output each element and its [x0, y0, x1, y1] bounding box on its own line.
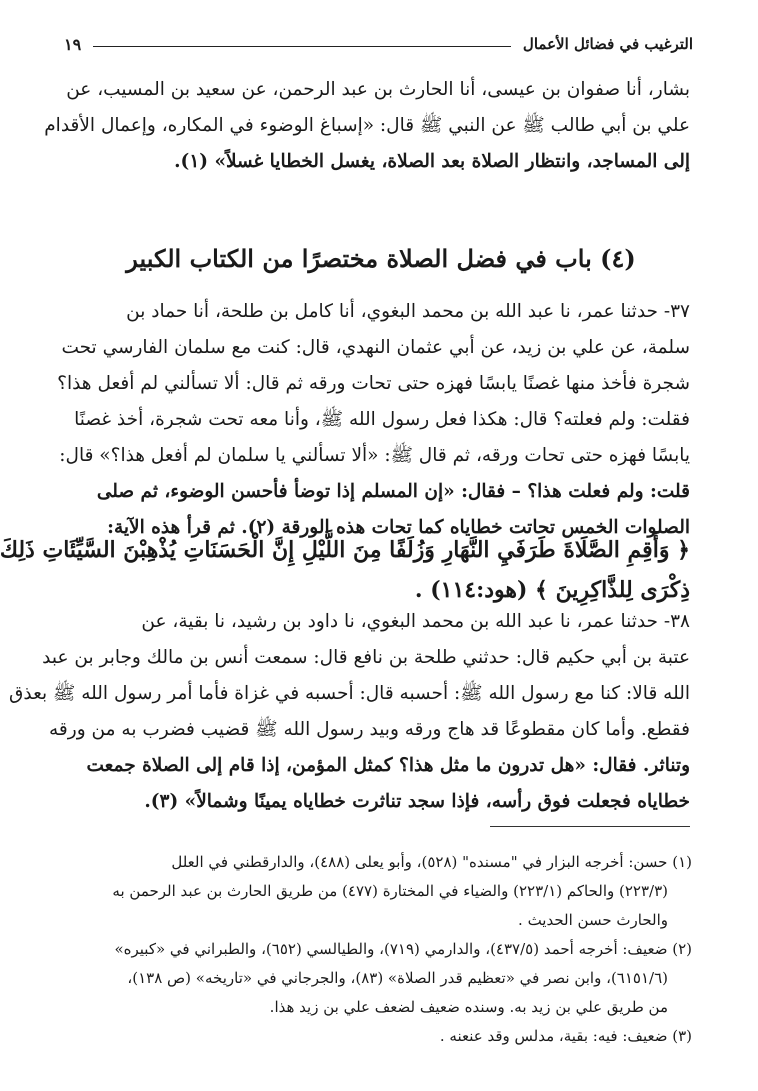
hadith-38-line: عتبة بن أبي حكيم قال: حدثني طلحة بن نافع قال: سمعت أنس بن مالك وجابر بن عبد: [42, 647, 690, 668]
hadith-37-line: قلت: ولم فعلت هذا؟ – فقال: «إن المسلم إذا توضأ فأحسن الوضوء، ثم صلى: [96, 481, 690, 502]
hadith-37-line: يابسًا فهزه حتى تحات ورقه، ثم قال ﷺ: «ألا تسألني يا سلمان لم أفعل هذا؟» قال:: [59, 445, 690, 466]
footnote-2-line: (٦١٥١/٦)، وابن نصر في «تعظيم قدر الصلاة» (٨٣)، والجرجاني في «تاريخه» (ص ١٣٨)،: [127, 969, 668, 987]
running-header: [64, 32, 693, 56]
footnote-1-line: (١) حسن: أخرجه البزار في "مسنده" (٥٢٨)، وأبو يعلى (٤٨٨)، والدارقطني في العلل: [171, 853, 692, 871]
chapter-heading: (٤) باب في فضل الصلاة مختصرًا من الكتاب الكبير: [126, 244, 636, 273]
footnote-2-line: (٢) ضعيف: أخرجه أحمد (٤٣٧/٥)، والدارمي (٧١٩)، والطيالسي (٦٥٢)، والطبراني في «كبيره»: [114, 940, 692, 958]
hadith-37-line: فقلت: ولم فعلته؟ قال: هكذا فعل رسول الله ﷺ، وأنا معه تحت شجرة، أخذ غصنًا: [74, 409, 690, 430]
footnote-separator: [490, 826, 690, 827]
hadith-38-line: ٣٨- حدثنا عمر، نا عبد الله بن محمد البغوي، نا داود بن رشيد، نا بقية، عن: [141, 611, 690, 632]
intro-paragraph: [44, 72, 690, 180]
hadith-37-line: سلمة، عن علي بن زيد، عن أبي عثمان النهدي، قال: كنت مع سلمان الفارسي تحت: [61, 337, 690, 358]
hadith-37-line: شجرة فأخذ منها غصنًا يابسًا فهزه حتى تحات ورقه ثم قال: ألا تسألني لم أفعل هذا؟: [57, 373, 690, 394]
intro-line: إلى المساجد، وانتظار الصلاة بعد الصلاة، يغسل الخطايا غسلاً» (١).: [174, 151, 690, 172]
footnote-3-line: (٣) ضعيف: فيه: بقية، مدلس وقد عنعنه .: [439, 1027, 692, 1045]
hadith-37-line: الصلوات الخمس تحاتت خطاياه كما تحات هذه الورقة (٢). ثم قرأ هذه الآية:: [107, 517, 690, 538]
hadith-38-line: خطاياه فجعلت فوق رأسه، فإذا سجد تناثرت خطاياه يمينًا وشمالاً» (٣).: [144, 791, 690, 812]
hadith-37-paragraph: [57, 294, 690, 546]
footnotes: [70, 848, 692, 1051]
quran-line: ذِكْرَى لِلذَّاكِرِينَ ﴾ (هود:١١٤) .: [414, 577, 690, 603]
footnote-1-line: (٢٢٣/٣) والحاكم (٢٢٣/١) والضياء في المختارة (٤٧٧) من طريق الحارث بن عبد الرحمن به: [112, 882, 668, 900]
hadith-38-line: الله قالا: كنا مع رسول الله ﷺ: أحسبه قال: أحسبه في غزاة فأما أمر رسول الله ﷺ بعذق: [9, 683, 690, 704]
footnote-2-line: من طريق علي بن زيد به. وسنده ضعيف لضعف علي بن زيد هذا.: [269, 998, 668, 1016]
intro-line: علي بن أبي طالب ﷺ عن النبي ﷺ قال: «إسباغ الوضوء في المكاره، وإعمال الأقدام: [44, 115, 690, 136]
running-title: الترغيب في فضائل الأعمال: [522, 35, 693, 53]
quran-verse: [0, 530, 690, 610]
page-number: ١٩: [64, 34, 82, 54]
footnote-1-line: والحارث حسن الحديث .: [518, 911, 668, 929]
hadith-38-line: وتناثر. فقال: «هل تدرون ما مثل هذا؟ كمثل المؤمن، إذا قام إلى الصلاة جمعت: [86, 755, 690, 776]
quran-line: ﴿ وَأَقِمِ الصَّلَاةَ طَرَفَيِ النَّهَارِ وَزُلَفًا مِنَ اللَّيْلِ إِنَّ الْحَسَنَاتِ يُذْهِبْنَ السَّيِّئَاتِ ذَلِكَ: [0, 537, 690, 563]
hadith-37-line: ٣٧- حدثنا عمر، نا عبد الله بن محمد البغوي، أنا كامل بن طلحة، أنا حماد بن: [126, 301, 690, 322]
hadith-38-paragraph: [9, 604, 690, 820]
intro-line: بشار، أنا صفوان بن عيسى، أنا الحارث بن عبد الرحمن، عن سعيد بن المسيب، عن: [66, 79, 690, 100]
header-rule: [93, 46, 511, 47]
hadith-38-line: فقطع. وأما كان مقطوعًا قد هاج ورقه وبيد رسول الله ﷺ قضيب فضرب به من ورقه: [49, 719, 690, 740]
